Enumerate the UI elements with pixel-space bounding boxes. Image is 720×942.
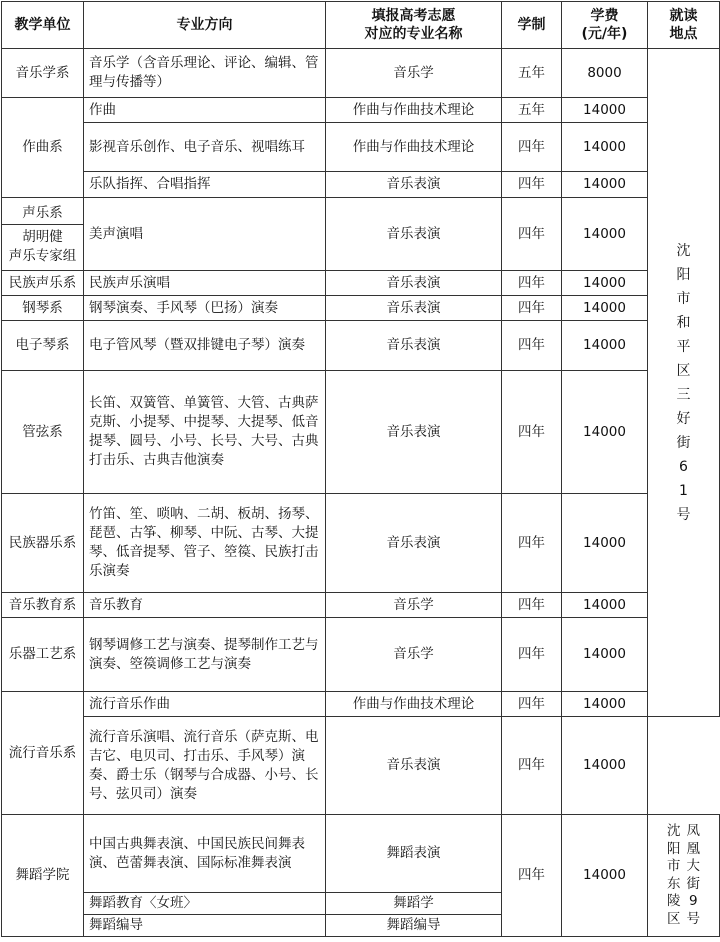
table-row	[2, 494, 720, 593]
years-cell: 四年	[502, 271, 562, 296]
table-row	[2, 321, 720, 371]
years-cell: 四年	[502, 123, 562, 172]
unit-cell	[2, 198, 84, 271]
major-cell: 音乐学（含音乐理论、评论、编辑、管理与传播等）	[84, 49, 326, 98]
years-cell: 四年	[502, 815, 562, 937]
fee-cell: 8000	[562, 49, 648, 98]
major-cell: 影视音乐创作、电子音乐、视唱练耳	[84, 123, 326, 172]
apply-cell: 舞蹈学	[326, 893, 502, 915]
fee-cell: 14000	[562, 271, 648, 296]
unit-cell: 音乐教育系	[2, 593, 84, 618]
location-dance-col1: 沈阳市东陵区	[667, 823, 681, 927]
apply-cell: 音乐表演	[326, 198, 502, 271]
years-cell: 四年	[502, 618, 562, 692]
apply-cell: 音乐学	[326, 593, 502, 618]
major-cell: 乐队指挥、合唱指挥	[84, 172, 326, 198]
location-dance-col2: 凤凰大街9号	[686, 823, 700, 927]
years-cell: 四年	[502, 296, 562, 321]
header-years: 学制	[502, 2, 562, 49]
unit-cell: 乐器工艺系	[2, 618, 84, 692]
table-row	[2, 371, 720, 494]
apply-cell: 音乐表演	[326, 271, 502, 296]
header-apply: 填报高考志愿 对应的专业名称	[326, 2, 502, 49]
unit-cell: 民族声乐系	[2, 271, 84, 296]
unit-cell: 民族器乐系	[2, 494, 84, 593]
fee-cell: 14000	[562, 296, 648, 321]
years-cell: 五年	[502, 49, 562, 98]
fee-cell: 14000	[562, 321, 648, 371]
location-main	[648, 49, 720, 717]
major-cell: 钢琴调修工艺与演奏、提琴制作工艺与演奏、箜篌调修工艺与演奏	[84, 618, 326, 692]
apply-cell: 音乐表演	[326, 321, 502, 371]
major-cell: 流行音乐演唱、流行音乐（萨克斯、电吉它、电贝司、打击乐、手风琴）演奏、爵士乐（钢琴与合成器、小号、长号、弦贝司）演奏	[84, 717, 326, 815]
fee-cell: 14000	[562, 618, 648, 692]
unit-vocal-expert-group: 胡明健 声乐专家组	[8, 229, 77, 264]
major-cell: 中国古典舞表演、中国民族民间舞表演、芭蕾舞表演、国际标准舞表演	[84, 815, 326, 893]
apply-cell: 音乐学	[326, 618, 502, 692]
apply-cell: 音乐表演	[326, 371, 502, 494]
major-cell: 电子管风琴（暨双排键电子琴）演奏	[84, 321, 326, 371]
header-row	[2, 2, 720, 49]
apply-cell: 音乐表演	[326, 296, 502, 321]
table-row	[2, 49, 720, 98]
table-row	[2, 692, 720, 717]
fee-cell: 14000	[562, 98, 648, 123]
years-cell: 四年	[502, 717, 562, 815]
fee-cell: 14000	[562, 123, 648, 172]
unit-cell: 电子琴系	[2, 321, 84, 371]
table-row	[2, 198, 720, 271]
years-cell: 四年	[502, 371, 562, 494]
major-cell: 美声演唱	[84, 198, 326, 271]
years-cell: 四年	[502, 692, 562, 717]
table-row	[2, 271, 720, 296]
major-cell: 作曲	[84, 98, 326, 123]
apply-cell: 舞蹈编导	[326, 915, 502, 937]
fee-cell: 14000	[562, 815, 648, 937]
apply-cell: 音乐表演	[326, 717, 502, 815]
apply-cell: 音乐表演	[326, 172, 502, 198]
header-major: 专业方向	[84, 2, 326, 49]
fee-cell: 14000	[562, 692, 648, 717]
years-cell: 四年	[502, 198, 562, 271]
major-cell: 钢琴演奏、手风琴（巴扬）演奏	[84, 296, 326, 321]
unit-cell: 舞蹈学院	[2, 815, 84, 937]
table-row	[2, 618, 720, 692]
apply-cell: 音乐学	[326, 49, 502, 98]
table-row	[2, 123, 720, 172]
table-row	[2, 172, 720, 198]
unit-cell: 钢琴系	[2, 296, 84, 321]
major-cell: 民族声乐演唱	[84, 271, 326, 296]
years-cell: 五年	[502, 98, 562, 123]
unit-cell: 音乐学系	[2, 49, 84, 98]
location-dance	[648, 815, 720, 937]
years-cell: 四年	[502, 321, 562, 371]
major-cell: 竹笛、笙、唢呐、二胡、板胡、扬琴、琵琶、古筝、柳琴、中阮、古琴、大提琴、低音提琴、管子、箜篌、民族打击乐演奏	[84, 494, 326, 593]
apply-cell: 作曲与作曲技术理论	[326, 692, 502, 717]
major-cell: 长笛、双簧管、单簧管、大管、古典萨克斯、小提琴、中提琴、大提琴、低音提琴、圆号、小号、长号、大号、古典打击乐、古典吉他演奏	[84, 371, 326, 494]
header-location: 就读 地点	[648, 2, 720, 49]
apply-cell: 作曲与作曲技术理论	[326, 123, 502, 172]
table-row	[2, 98, 720, 123]
years-cell: 四年	[502, 172, 562, 198]
years-cell: 四年	[502, 494, 562, 593]
unit-cell: 管弦系	[2, 371, 84, 494]
unit-vocal: 声乐系	[2, 202, 83, 225]
table-row	[2, 815, 720, 893]
major-cell: 舞蹈教育〈女班〉	[84, 893, 326, 915]
fee-cell: 14000	[562, 172, 648, 198]
unit-cell: 流行音乐系	[2, 692, 84, 815]
table-row	[2, 717, 720, 815]
unit-cell: 作曲系	[2, 98, 84, 198]
fee-cell: 14000	[562, 371, 648, 494]
apply-cell: 舞蹈表演	[326, 815, 502, 893]
fee-cell: 14000	[562, 717, 648, 815]
location-main-text: 沈阳市和平区三好街61号	[676, 242, 691, 523]
apply-cell: 作曲与作曲技术理论	[326, 98, 502, 123]
table-row	[2, 593, 720, 618]
header-fee: 学费 (元/年)	[562, 2, 648, 49]
fee-cell: 14000	[562, 198, 648, 271]
enrollment-table	[1, 1, 720, 937]
major-cell: 流行音乐作曲	[84, 692, 326, 717]
apply-cell: 音乐表演	[326, 494, 502, 593]
major-cell: 音乐教育	[84, 593, 326, 618]
table-row	[2, 296, 720, 321]
header-unit: 教学单位	[2, 2, 84, 49]
fee-cell: 14000	[562, 593, 648, 618]
fee-cell: 14000	[562, 494, 648, 593]
major-cell: 舞蹈编导	[84, 915, 326, 937]
years-cell: 四年	[502, 593, 562, 618]
